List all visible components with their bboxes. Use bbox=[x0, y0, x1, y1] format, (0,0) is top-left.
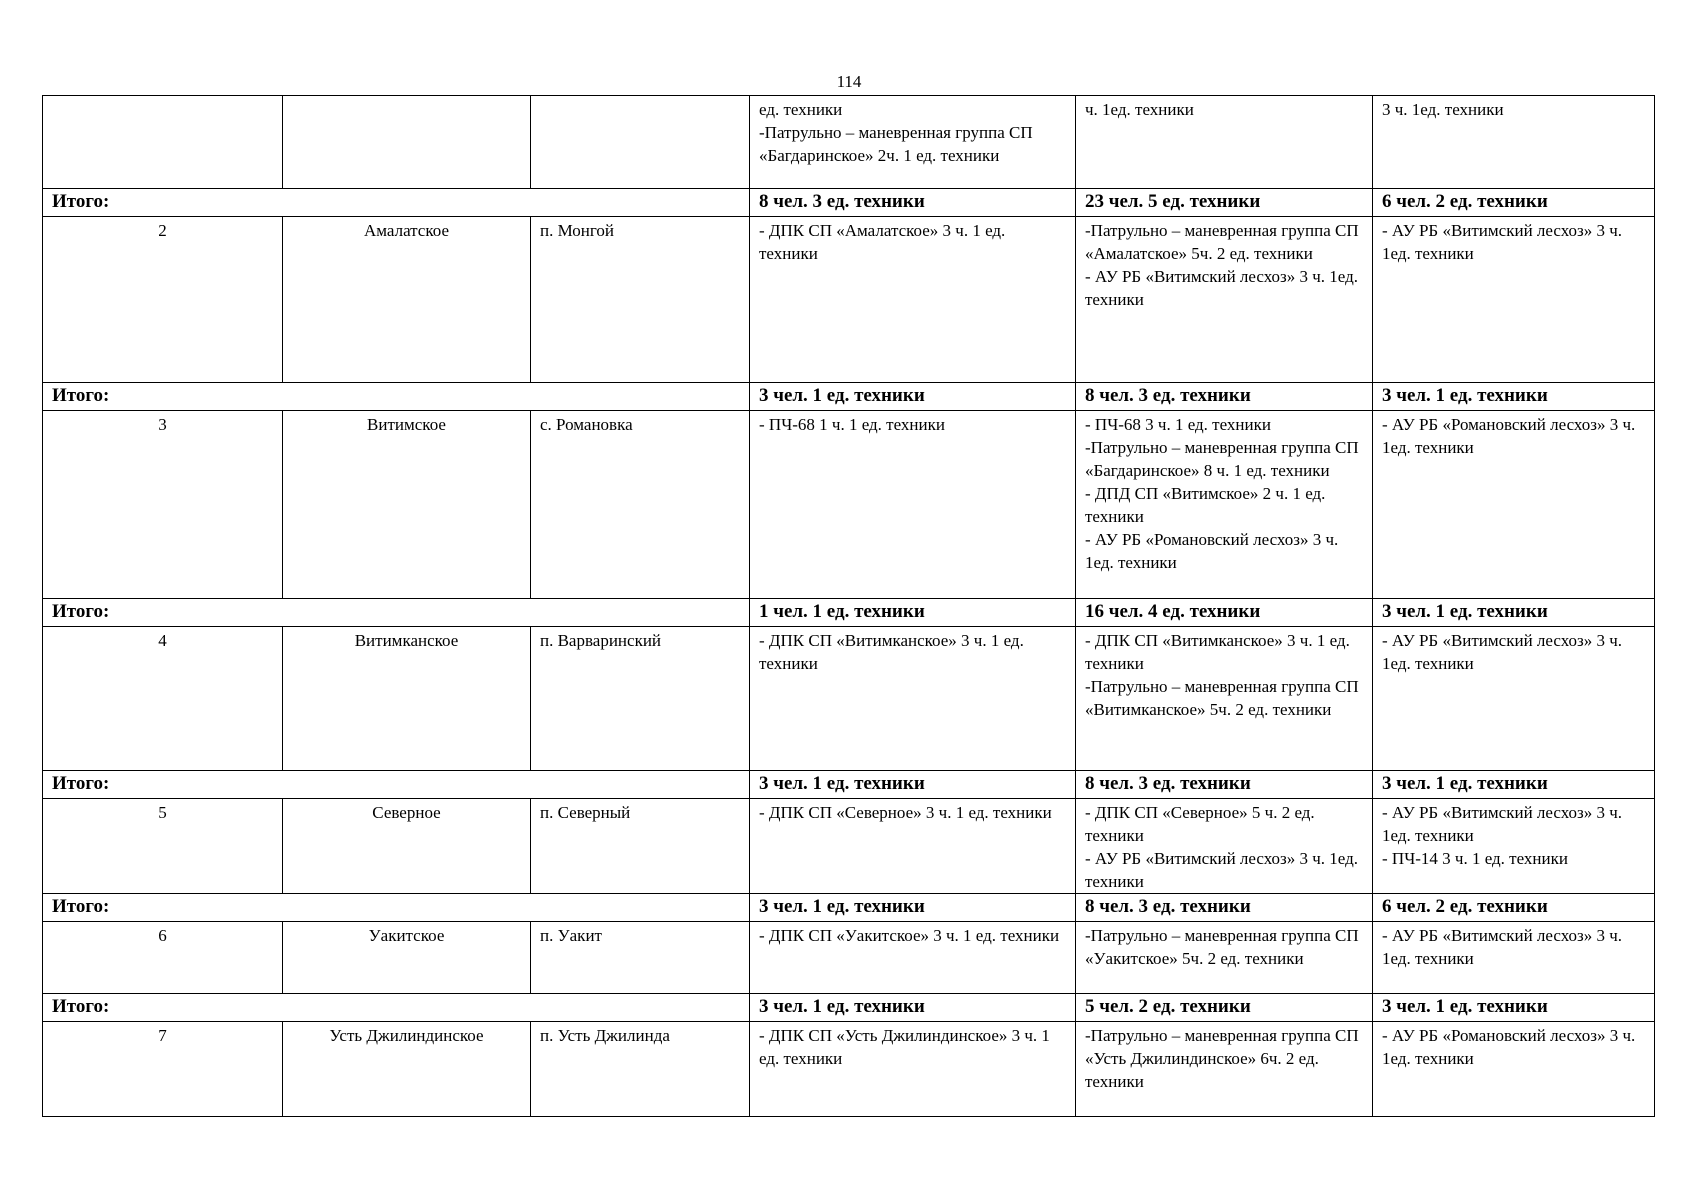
table-row bbox=[43, 799, 1655, 894]
cell-settlement: Северное bbox=[283, 799, 531, 894]
total-third: 6 чел. 2 ед. техники bbox=[1373, 894, 1655, 922]
total-row bbox=[43, 599, 1655, 627]
total-label: Итого: bbox=[43, 994, 750, 1022]
total-row bbox=[43, 894, 1655, 922]
cell-forces-third bbox=[1373, 627, 1655, 771]
cell-forces-third bbox=[1373, 799, 1655, 894]
total-row bbox=[43, 383, 1655, 411]
cell-line: 3 ч. 1ед. техники bbox=[1382, 100, 1504, 119]
cell-settlement: Амалатское bbox=[283, 217, 531, 383]
table-row bbox=[43, 411, 1655, 599]
table-row bbox=[43, 217, 1655, 383]
cell-forces-second bbox=[1076, 411, 1373, 599]
cell-line: - АУ РБ «Романовский лесхоз» 3 ч. 1ед. техники bbox=[1085, 530, 1339, 572]
total-first: 1 чел. 1 ед. техники bbox=[750, 599, 1076, 627]
cell-line: - ПЧ-68 1 ч. 1 ед. техники bbox=[759, 415, 945, 434]
cell-settlement: Витимское bbox=[283, 411, 531, 599]
cell-line: - АУ РБ «Витимский лесхоз» 3 ч. 1ед. техники bbox=[1085, 849, 1359, 891]
total-third: 3 чел. 1 ед. техники bbox=[1373, 383, 1655, 411]
cell-forces-second bbox=[1076, 627, 1373, 771]
cell-settlement: Уакитское bbox=[283, 922, 531, 994]
cell-line: - ДПК СП «Амалатское» 3 ч. 1 ед. техники bbox=[759, 221, 1006, 263]
cell-forces-third bbox=[1373, 1022, 1655, 1117]
cell-forces-first bbox=[750, 799, 1076, 894]
cell-line: ед. техники bbox=[759, 100, 843, 119]
cell-line: - ПЧ-68 3 ч. 1 ед. техники bbox=[1085, 415, 1271, 434]
total-second: 8 чел. 3 ед. техники bbox=[1076, 383, 1373, 411]
cell-forces-first bbox=[750, 217, 1076, 383]
cell-line: - АУ РБ «Витимский лесхоз» 3 ч. 1ед. техники bbox=[1085, 267, 1359, 309]
cell-locality: п. Северный bbox=[531, 799, 750, 894]
cell-forces-second bbox=[1076, 96, 1373, 189]
cell-forces-second bbox=[1076, 922, 1373, 994]
total-first: 3 чел. 1 ед. техники bbox=[750, 894, 1076, 922]
cell-forces-first bbox=[750, 922, 1076, 994]
cell-num: 4 bbox=[43, 627, 283, 771]
cell-line: ч. 1ед. техники bbox=[1085, 100, 1194, 119]
total-label: Итого: bbox=[43, 189, 750, 217]
total-second: 16 чел. 4 ед. техники bbox=[1076, 599, 1373, 627]
total-label: Итого: bbox=[43, 894, 750, 922]
total-third: 3 чел. 1 ед. техники bbox=[1373, 771, 1655, 799]
page-number: 114 bbox=[836, 72, 862, 91]
cell-forces-third bbox=[1373, 922, 1655, 994]
cell-locality: с. Романовка bbox=[531, 411, 750, 599]
continuation-row bbox=[43, 96, 1655, 189]
cell-line: -Патрульно – маневренная группа СП «Усть Джилиндинское» 6ч. 2 ед. техники bbox=[1085, 1026, 1359, 1091]
cell-line: - ДПК СП «Северное» 3 ч. 1 ед. техники bbox=[759, 803, 1052, 822]
cell-forces-first bbox=[750, 1022, 1076, 1117]
cell-forces-first bbox=[750, 96, 1076, 189]
total-third: 6 чел. 2 ед. техники bbox=[1373, 189, 1655, 217]
cell-line: -Патрульно – маневренная группа СП «Уакитское» 5ч. 2 ед. техники bbox=[1085, 926, 1359, 968]
cell-line: -Патрульно – маневренная группа СП «Багдаринское» 8 ч. 1 ед. техники bbox=[1085, 438, 1359, 480]
table-row bbox=[43, 922, 1655, 994]
cell-line: - АУ РБ «Витимский лесхоз» 3 ч. 1ед. техники bbox=[1382, 221, 1623, 263]
total-row bbox=[43, 994, 1655, 1022]
cell-num bbox=[43, 96, 283, 189]
total-first: 3 чел. 1 ед. техники bbox=[750, 994, 1076, 1022]
total-second: 8 чел. 3 ед. техники bbox=[1076, 771, 1373, 799]
cell-line: -Патрульно – маневренная группа СП «Амалатское» 5ч. 2 ед. техники bbox=[1085, 221, 1359, 263]
cell-locality bbox=[531, 96, 750, 189]
cell-settlement: Витимканское bbox=[283, 627, 531, 771]
total-third: 3 чел. 1 ед. техники bbox=[1373, 599, 1655, 627]
total-first: 3 чел. 1 ед. техники bbox=[750, 771, 1076, 799]
cell-forces-second bbox=[1076, 799, 1373, 894]
cell-line: - АУ РБ «Витимский лесхоз» 3 ч. 1ед. техники bbox=[1382, 926, 1623, 968]
total-row bbox=[43, 189, 1655, 217]
table-row bbox=[43, 1022, 1655, 1117]
cell-num: 3 bbox=[43, 411, 283, 599]
cell-line: - ПЧ-14 3 ч. 1 ед. техники bbox=[1382, 849, 1568, 868]
cell-forces-third bbox=[1373, 411, 1655, 599]
cell-line: - ДПК СП «Уакитское» 3 ч. 1 ед. техники bbox=[759, 926, 1060, 945]
cell-num: 6 bbox=[43, 922, 283, 994]
total-first: 8 чел. 3 ед. техники bbox=[750, 189, 1076, 217]
cell-line: - ДПК СП «Витимканское» 3 ч. 1 ед. техники bbox=[1085, 631, 1350, 673]
cell-line: - АУ РБ «Романовский лесхоз» 3 ч. 1ед. техники bbox=[1382, 415, 1636, 457]
cell-settlement bbox=[283, 96, 531, 189]
cell-settlement: Усть Джилиндинское bbox=[283, 1022, 531, 1117]
cell-line: - АУ РБ «Витимский лесхоз» 3 ч. 1ед. техники bbox=[1382, 803, 1623, 845]
total-label: Итого: bbox=[43, 599, 750, 627]
cell-line: - ДПК СП «Усть Джилиндинское» 3 ч. 1 ед. техники bbox=[759, 1026, 1050, 1068]
total-second: 8 чел. 3 ед. техники bbox=[1076, 894, 1373, 922]
cell-forces-third bbox=[1373, 217, 1655, 383]
cell-locality: п. Варваринский bbox=[531, 627, 750, 771]
cell-forces-first bbox=[750, 627, 1076, 771]
table-row bbox=[43, 627, 1655, 771]
cell-num: 5 bbox=[43, 799, 283, 894]
total-row bbox=[43, 771, 1655, 799]
cell-forces-third bbox=[1373, 96, 1655, 189]
cell-forces-first bbox=[750, 411, 1076, 599]
cell-locality: п. Усть Джилинда bbox=[531, 1022, 750, 1117]
cell-num: 7 bbox=[43, 1022, 283, 1117]
cell-line: - АУ РБ «Витимский лесхоз» 3 ч. 1ед. техники bbox=[1382, 631, 1623, 673]
cell-forces-second bbox=[1076, 217, 1373, 383]
total-label: Итого: bbox=[43, 771, 750, 799]
cell-num: 2 bbox=[43, 217, 283, 383]
cell-line: - ДПД СП «Витимское» 2 ч. 1 ед. техники bbox=[1085, 484, 1326, 526]
cell-line: -Патрульно – маневренная группа СП «Витимканское» 5ч. 2 ед. техники bbox=[1085, 677, 1359, 719]
cell-line: - АУ РБ «Романовский лесхоз» 3 ч. 1ед. техники bbox=[1382, 1026, 1636, 1068]
cell-locality: п. Монгой bbox=[531, 217, 750, 383]
total-second: 23 чел. 5 ед. техники bbox=[1076, 189, 1373, 217]
total-second: 5 чел. 2 ед. техники bbox=[1076, 994, 1373, 1022]
cell-line: - ДПК СП «Витимканское» 3 ч. 1 ед. техники bbox=[759, 631, 1024, 673]
cell-line: - ДПК СП «Северное» 5 ч. 2 ед. техники bbox=[1085, 803, 1315, 845]
total-third: 3 чел. 1 ед. техники bbox=[1373, 994, 1655, 1022]
forces-allocation-table bbox=[42, 95, 1655, 1117]
total-label: Итого: bbox=[43, 383, 750, 411]
cell-locality: п. Уакит bbox=[531, 922, 750, 994]
cell-forces-second bbox=[1076, 1022, 1373, 1117]
total-first: 3 чел. 1 ед. техники bbox=[750, 383, 1076, 411]
cell-line: -Патрульно – маневренная группа СП «Багдаринское» 2ч. 1 ед. техники bbox=[759, 123, 1033, 165]
